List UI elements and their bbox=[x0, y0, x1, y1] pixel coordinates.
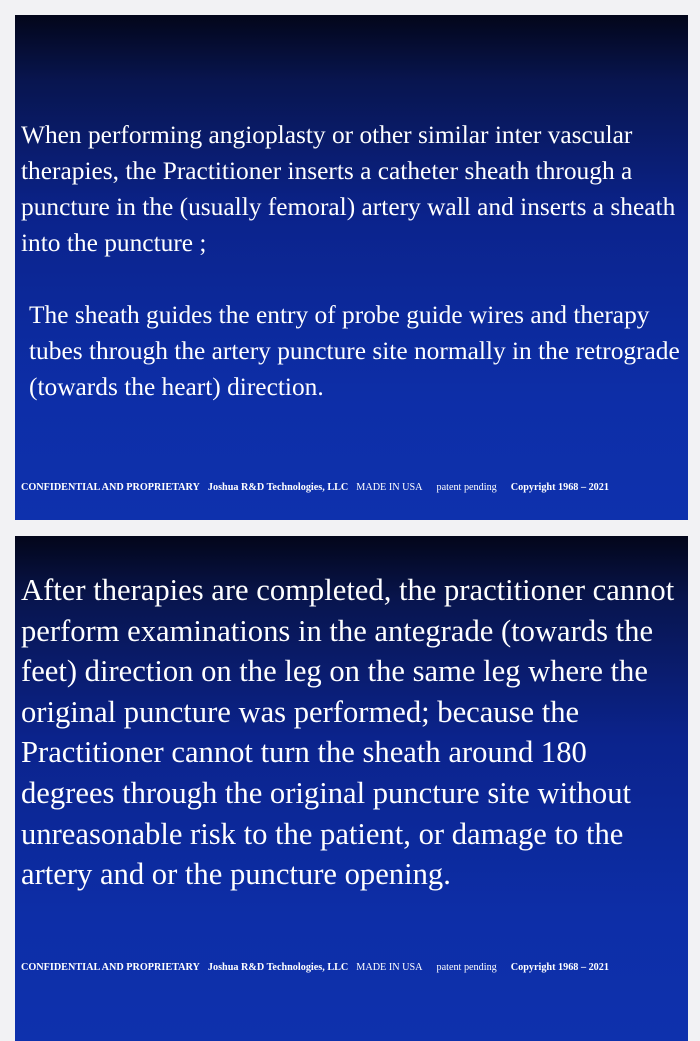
slide-1-paragraph-2: The sheath guides the entry of probe guide wires and therapy tubes through the artery puncture site normally in the retrograde (towards the heart) direction. bbox=[29, 301, 687, 401]
slide-1-paragraph-1: When performing angioplasty or other similar inter vascular therapies, the Practitioner inserts a catheter sheath through a puncture in the (usually femoral) artery wall and inserts a sheath into the puncture ; bbox=[21, 121, 682, 257]
footer-made-in: MADE IN USA bbox=[356, 962, 423, 973]
footer-patent: patent pending bbox=[436, 962, 497, 973]
slide-1-body bbox=[21, 117, 687, 405]
slide-2-paragraph-1: After therapies are completed, the practitioner cannot perform examinations in the antegrade (towards the feet) direction on the leg on the same leg where the original puncture was performed; because the Practitioner cannot turn the sheath around 180 degrees through the original puncture site without unreasonable risk to the patient, or damage to the artery and or the puncture opening. bbox=[21, 573, 682, 892]
slide-2-footer bbox=[21, 962, 609, 973]
slide-2 bbox=[15, 536, 688, 1041]
footer-made-in: MADE IN USA bbox=[356, 482, 423, 493]
footer-company: Joshua R&D Technologies, LLC bbox=[207, 962, 349, 973]
slide-2-body bbox=[21, 570, 684, 895]
footer-copyright: Copyright 1968 – 2021 bbox=[510, 482, 609, 493]
slide-1-footer bbox=[21, 482, 609, 493]
footer-company: Joshua R&D Technologies, LLC bbox=[207, 482, 349, 493]
footer-confidential: CONFIDENTIAL AND PROPRIETARY bbox=[21, 482, 200, 493]
footer-confidential: CONFIDENTIAL AND PROPRIETARY bbox=[21, 962, 200, 973]
slide-1 bbox=[15, 15, 688, 520]
footer-patent: patent pending bbox=[436, 482, 497, 493]
footer-copyright: Copyright 1968 – 2021 bbox=[510, 962, 609, 973]
